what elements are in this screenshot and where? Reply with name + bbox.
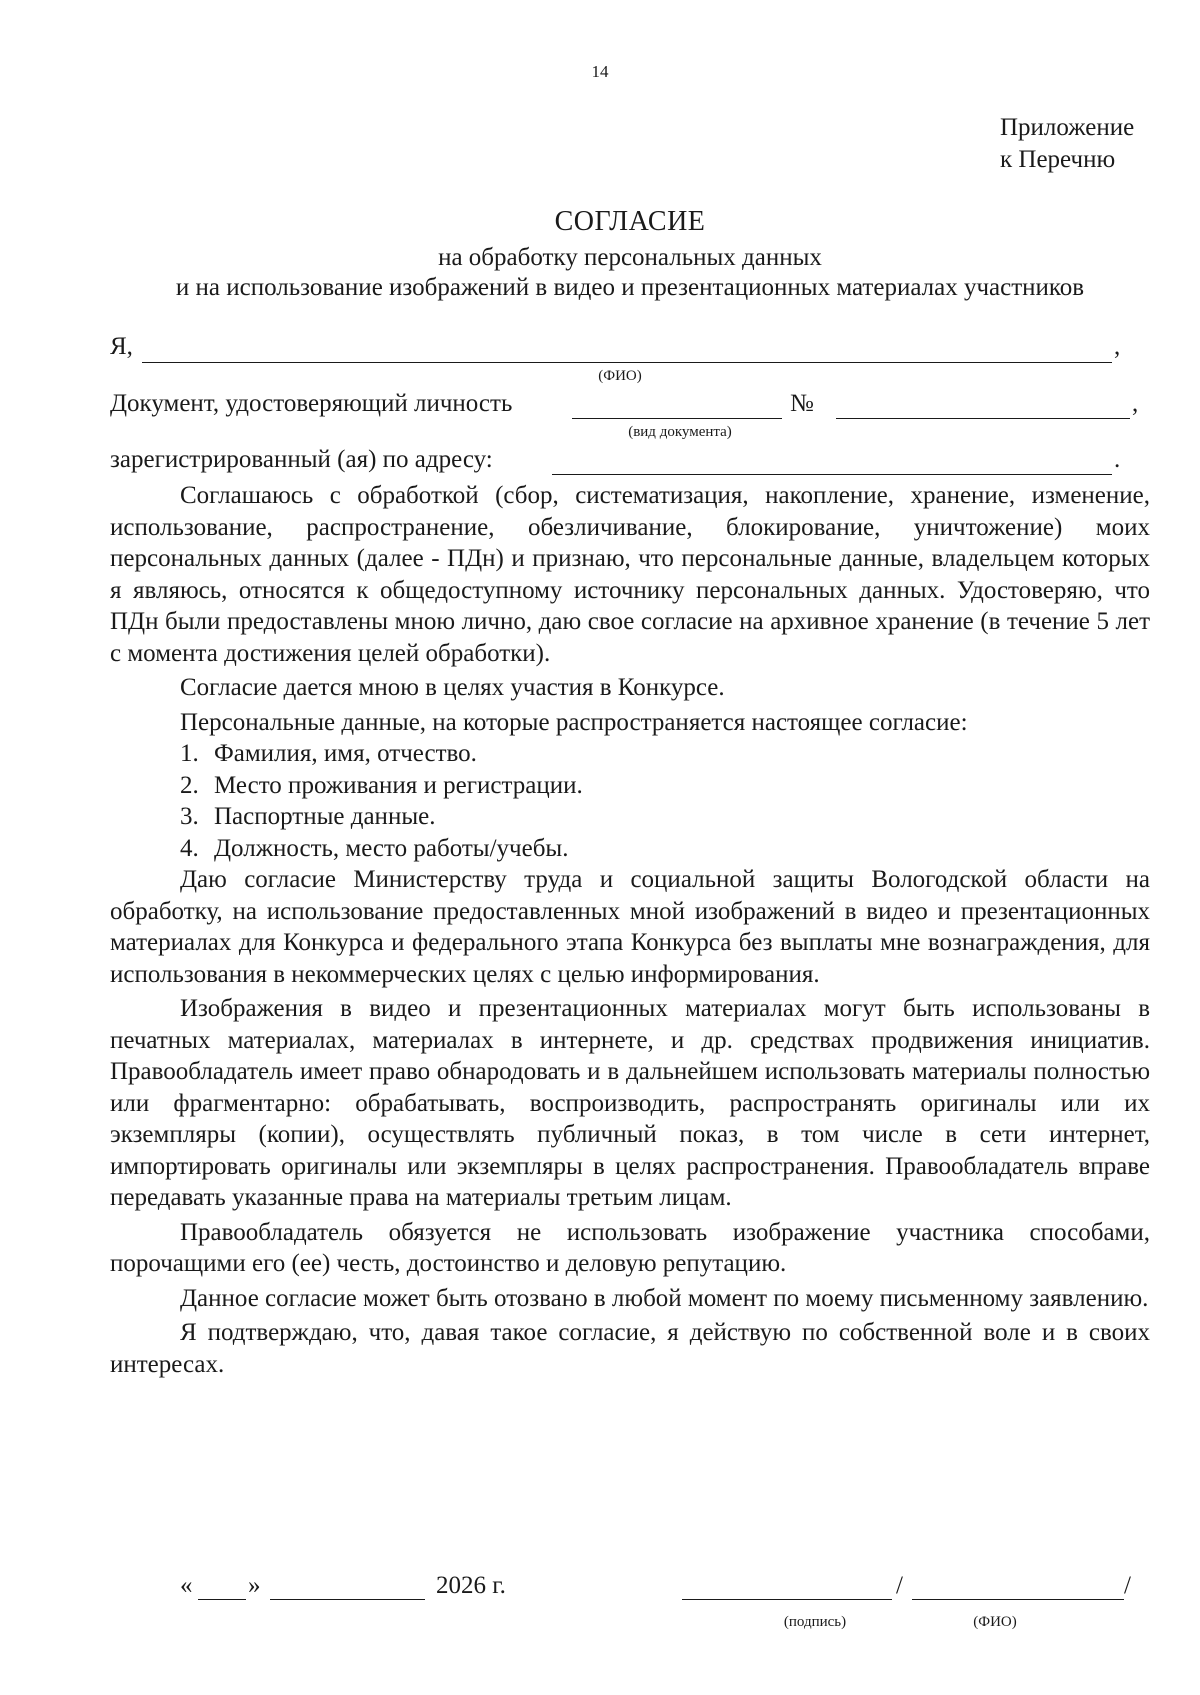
consent-body	[110, 480, 1150, 1380]
address-input-line[interactable]	[552, 474, 1112, 475]
page-number: 14	[591, 62, 609, 81]
document-label: Документ, удостоверяющий личность	[110, 390, 513, 417]
document-title: СОГЛАСИЕ	[554, 206, 706, 237]
list-item: 4. Должность, место работы/учебы.	[180, 834, 569, 862]
paragraph-image-usage: Изображения в видео и презентационных материалах могут быть использованы в печатных материалах, материалах в интернете, и др. средствах продвижения инициатив. Правообладатель имеет право обнародовать и в дальнейшем использовать материалы полностью или фрагментарно: обрабатывать, воспроизводить, распространять оригиналы или их экземпляры (копии), осуществлять публичный показ, в том числе в сети интернет, импортировать оригиналы или экземпляры в целях распространения. Правообладатель вправе передавать указанные права на материалы третьим лицам.	[110, 995, 1150, 1211]
paragraph-reputation: Правообладатель обязуется не использовать изображение участника способами, порочащими его (ее) честь, достоинство и деловую репутацию.	[110, 1218, 1150, 1277]
annex-note	[1000, 112, 1134, 176]
fio-input-line[interactable]	[142, 362, 1112, 363]
signature-slash-end: /	[1124, 1572, 1131, 1599]
document-subtitle-2: и на использование изображений в видео и презентационных материалах участников	[175, 274, 1085, 301]
list-item: 2. Место проживания и регистрации.	[180, 771, 583, 799]
personal-data-list	[110, 738, 1150, 864]
i-label: Я,	[110, 333, 133, 360]
paragraph-ministry-consent: Даю согласие Министерству труда и социальной защиты Вологодской области на обработку, на использование предоставленных мной изображений в видео и презентационных материалах для Конкурса и федерального этапа Конкурса без выплаты мне вознаграждения, для использования в некоммерческих целях с целью информирования.	[110, 866, 1150, 988]
day-input-line[interactable]	[198, 1599, 246, 1600]
paragraph-purpose: Согласие дается мною в целях участия в Конкурсе.	[180, 674, 725, 701]
signature-fio-caption: (ФИО)	[973, 1614, 1017, 1630]
annex-line-2: к Перечню	[1000, 146, 1116, 173]
document-type-input-line[interactable]	[572, 418, 782, 419]
document-subtitle-1: на обработку персональных данных	[438, 244, 822, 271]
document-page: 14 Приложение к Перечню СОГЛАСИЕ на обработку персональных данных и на использование изображений в видео и презентационных материалах участников Я, , (ФИО) Документ, удостоверяющий личность № , (вид документа) зарегистрированный (ая) по адресу: . Соглашаюсь с обработкой (сбор, систематизация, накопление, хранение, изменение, использование, распространение, обезличивание, блокирование, уничтожение) моих персональных данных (далее - ПДн) и признаю, что персональные данные, владельцем которых я являюсь, относятся к общедоступному источнику персональных данных. Удостоверяю, что ПДн были предоставлены мною лично, даю свое согласие на архивное хранение (в течение 5 лет с момента достижения целей обработки). Согласие дается мною в целях участия в Конкурсе. Персональные данные, на которые распространяется настоящее согласие: 1. Фамилия, имя, отчество. 2. Место проживания и регистрации. 3. Паспортные данные. 4. Должность, место работы/учебы. Даю согласие Министерству труда и социальной защиты Вологодской области на обработку, на использование предоставленных мной изображений в видео и презентационных материалах для Конкурса и федерального этапа Конкурса без выплаты мне вознаграждения, для использования в некоммерческих целях с целью информирования. Изображения в видео и презентационных материалах могут быть использованы в печатных материалах, материалах в интернете, и др. средствах продвижения инициатив. Правообладатель имеет право обнародовать и в дальнейшем использовать материалы полностью или фрагментарно: обрабатывать, воспроизводить, распространять оригиналы или их экземпляры (копии), осуществлять публичный показ, в том числе в сети интернет, импортировать оригиналы или экземпляры в целях распространения. Правообладатель вправе передавать указанные права на материалы третьим лицам. Правообладатель обязуется не использовать изображение участника способами, порочащими его (ее) честь, достоинство и деловую репутацию. Данное согласие может быть отозвано в любой момент по моему письменному заявлению. Я подтверждаю, что, давая такое согласие, я действую по собственной воле и в своих интересах. « » 2026 г. / / (подпись) (ФИО)	[0, 0, 1200, 1695]
paragraph-revocation: Данное согласие может быть отозвано в любой момент по моему письменному заявлению.	[180, 1284, 1149, 1312]
list-item: 1. Фамилия, имя, отчество.	[180, 740, 477, 767]
list-item: 3. Паспортные данные.	[180, 803, 436, 830]
paragraph-confirmation: Я подтверждаю, что, давая такое согласие, я действую по собственной воле и в своих интересах.	[110, 1319, 1150, 1378]
document-type-caption: (вид документа)	[628, 424, 732, 440]
signature-caption: (подпись)	[783, 1614, 847, 1630]
document-number-input-line[interactable]	[836, 418, 1130, 419]
fio-caption: (ФИО)	[598, 368, 642, 384]
month-input-line[interactable]	[270, 1599, 425, 1600]
signature-slash: /	[896, 1572, 903, 1599]
signature-input-line[interactable]	[682, 1599, 892, 1600]
paragraph-data-scope: Персональные данные, на которые распространяется настоящее согласие:	[180, 708, 968, 736]
address-label: зарегистрированный (ая) по адресу:	[110, 446, 493, 473]
annex-line-1: Приложение	[1000, 114, 1135, 141]
year-label: 2026 г.	[436, 1572, 506, 1599]
signature-fio-input-line[interactable]	[912, 1599, 1124, 1600]
date-close-quote: »	[248, 1572, 261, 1599]
paragraph-processing-consent: Соглашаюсь с обработкой (сбор, систематизация, накопление, хранение, изменение, использование, распространение, обезличивание, блокирование, уничтожение) моих персональных данных (далее - ПДн) и признаю, что персональные данные, владельцем которых я являюсь, относятся к общедоступному источнику персональных данных. Удостоверяю, что ПДн были предоставлены мною лично, даю свое согласие на архивное хранение (в течение 5 лет с момента достижения целей обработки).	[110, 482, 1150, 667]
date-open-quote: «	[180, 1572, 193, 1599]
number-sign: №	[790, 390, 814, 417]
